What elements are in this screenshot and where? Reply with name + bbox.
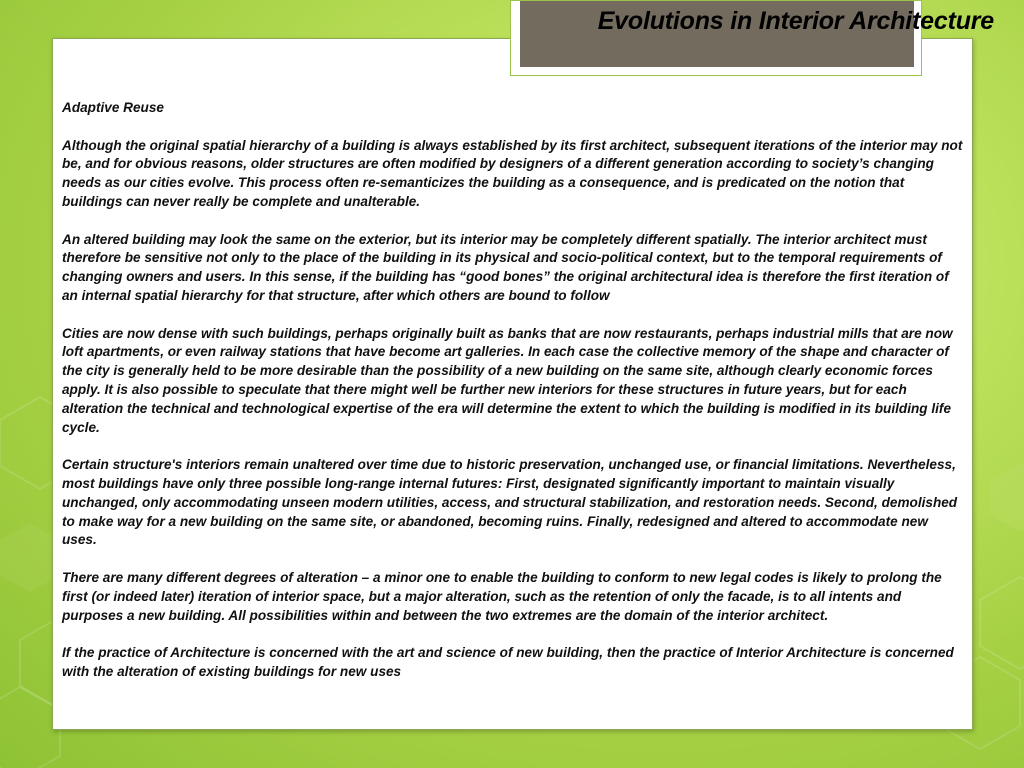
paragraph-2: An altered building may look the same on the exterior, but its interior may be completely different spatially. The interior architect must therefore be sensitive not only to the place of the building in its physical and socio-political context, but to the temporal requirements of changing owners and users. In this sense, if the building has “good bones” the original architectural idea is therefore the first iteration of an internal spatial hierarchy for that structure, after which others are bound to follow bbox=[62, 231, 949, 303]
paragraph-1: Although the original spatial hierarchy of a building is always established by its first architect, subsequent iterations of the interior may not be, and for obvious reasons, older structures are often modified by designers of a different generation according to society’s changing needs as our cities evolve. This process often re-semanticizes the building as a consequence, and is predicated on the notion that buildings can never really be complete and unalterable. bbox=[62, 137, 963, 209]
content-box bbox=[52, 38, 973, 730]
slide-title: Evolutions in Interior Architecture bbox=[597, 7, 994, 35]
paragraph-5: There are many different degrees of alteration – a minor one to enable the building to conform to new legal codes is likely to prolong the first (or indeed later) iteration of interior space, but a major alteration, such as the retention of only the facade, is to all intents and purposes a new building. All possibilities within and between the two extremes are the domain of the interior architect. bbox=[62, 569, 942, 623]
paragraph-4: Certain structure's interiors remain unaltered over time due to historic preservation, unchanged use, or financial limitations. Nevertheless, most buildings have only three possible long-range internal futures: First, designated significantly important to maintain visually unchanged, only accommodating unseen modern utilities, access, and structural stabilization, and restoration needs. Second, demolished to make way for a new building on the same site, or abandoned, becoming ruins. Finally, redesigned and altered to accommodate new uses. bbox=[62, 457, 958, 548]
paragraph-6: If the practice of Architecture is concerned with the art and science of new building, then the practice of Interior Architecture is concerned with the alteration of existing buildings for new uses bbox=[62, 645, 954, 679]
section-heading: Adaptive Reuse bbox=[62, 100, 164, 115]
content-text bbox=[62, 99, 964, 682]
paragraph-3: Cities are now dense with such buildings, perhaps originally built as banks that are now restaurants, perhaps industrial mills that are now loft apartments, or even railway stations that have become art galleries. In each case the collective memory of the shape and character of the city is generally held to be more desirable than the possibility of a new building on the same site, although clearly economic forces apply. It is also possible to speculate that there might well be further new interiors for these structures in future years, but for each alteration the technical and technological expertise of the era will determine the extent to which the building is modified in its building life cycle. bbox=[62, 325, 953, 435]
